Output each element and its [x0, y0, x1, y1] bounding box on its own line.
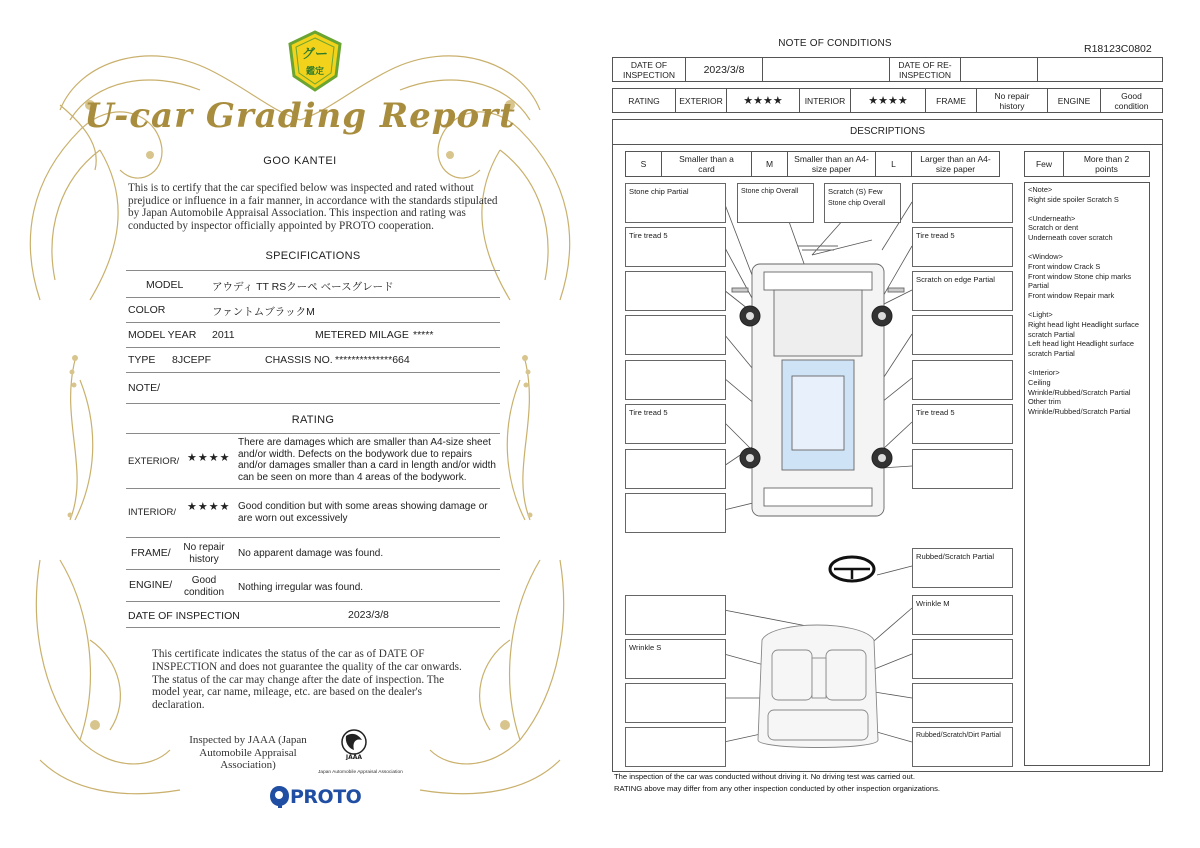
box-empty — [625, 271, 726, 311]
box-wrinkle-m: Wrinkle M — [912, 595, 1013, 635]
divider — [126, 297, 500, 298]
svg-text:JAAA: JAAA — [345, 754, 363, 760]
specifications-heading: SPECIFICATIONS — [265, 250, 361, 262]
box-empty — [625, 360, 726, 400]
proto-logo — [268, 785, 361, 809]
proto-logo-text: PROTO — [290, 786, 362, 808]
date-inspection-value: 2023/3/8 — [685, 57, 763, 82]
box-empty — [625, 683, 726, 723]
jaaa-caption: Japan Automobile Appraisal Association — [318, 770, 403, 775]
box-scratch-edge: Scratch on edge Partial — [912, 271, 1013, 311]
model-value: アウディ TT RSクーペ ベースグレード — [212, 281, 394, 293]
box-empty — [912, 639, 1013, 679]
legend-few-desc: More than 2 points — [1063, 151, 1150, 177]
empty-cell — [762, 57, 890, 82]
interior-stars: ★★★★ — [850, 88, 926, 113]
certification-text: This is to certify that the car specified below was inspected and rated without prejudice or influence in a fair manner, in accordance with the standards stipulated by Japan Automobile Appraisal Association. This inspection and rating was conducted by inspector officially appointed by PROTO cooperation. — [128, 182, 498, 232]
jaaa-logo-icon — [336, 728, 372, 760]
frame-value: No repair history — [976, 88, 1048, 113]
report-subtitle: GOO KANTEI — [263, 155, 337, 167]
note-body: Right head light Headlight surface scratch Partial Left head light Headlight surface scratch Partial — [1028, 319, 1139, 359]
divider — [126, 372, 500, 373]
divider — [126, 627, 500, 628]
box-scratch-few-line2: Stone chip Overall — [828, 199, 886, 207]
exterior-stars: ★★★★ — [187, 452, 231, 464]
date-reinspection-label: DATE OF RE-INSPECTION — [889, 57, 961, 82]
box-tire-rear-left: Tire tread 5 — [625, 404, 726, 444]
divider — [126, 347, 500, 348]
note-label: NOTE/ — [128, 382, 161, 394]
divider — [126, 488, 500, 489]
box-stone-chip-overall: Stone chip Overall — [737, 183, 814, 223]
frame-label: FRAME/ — [131, 547, 171, 559]
chassis-value: **************664 — [335, 354, 410, 366]
note-heading: <Interior> — [1028, 367, 1060, 377]
note-body: Scratch or dent Underneath cover scratch — [1028, 223, 1113, 243]
divider — [126, 322, 500, 323]
disclaimer-line-1: The inspection of the car was conducted without driving it. No driving test was carried out. — [614, 772, 915, 781]
note-of-conditions-title: NOTE OF CONDITIONS — [778, 38, 892, 49]
color-label: COLOR — [128, 304, 166, 316]
date-of-inspection-value: 2023/3/8 — [348, 609, 389, 621]
frame-value: No repair history — [183, 542, 225, 565]
legend-m: M — [751, 151, 788, 177]
note-body: Front window Crack S Front window Stone chip marks Partial Front window Repair mark — [1028, 261, 1132, 301]
frame-label: FRAME — [925, 88, 977, 113]
report-title: U-car Grading Report — [84, 96, 516, 136]
chassis-label: CHASSIS NO. — [265, 354, 333, 366]
box-tire-rear-right: Tire tread 5 — [912, 404, 1013, 444]
interior-label: INTERIOR — [799, 88, 851, 113]
exterior-stars: ★★★★ — [726, 88, 800, 113]
model-year-label: MODEL YEAR — [128, 329, 197, 341]
divider — [126, 537, 500, 538]
type-label: TYPE — [128, 354, 156, 366]
box-empty — [625, 449, 726, 489]
interior-stars: ★★★★ — [187, 501, 231, 513]
box-empty — [912, 360, 1013, 400]
legend-s-desc: Smaller than a card — [661, 151, 752, 177]
legend-l: L — [875, 151, 912, 177]
interior-label: INTERIOR/ — [128, 507, 177, 518]
engine-label: ENGINE/ — [129, 579, 173, 591]
note-heading: <Note> — [1028, 185, 1053, 194]
interior-description: Good condition but with some areas showing damage or are worn out excessively — [238, 501, 488, 524]
divider — [126, 569, 500, 570]
box-empty — [625, 727, 726, 767]
report-code: R18123C0802 — [1084, 43, 1152, 55]
date-of-inspection-label: DATE OF INSPECTION — [128, 610, 240, 622]
certificate-disclaimer: This certificate indicates the status of the car as of DATE OF INSPECTION and does not guarantee the quality of the car onwards. The status of the car may change after the date of inspection. The model year, car name, mileage, etc. are based on the dealer's declaration. — [152, 648, 462, 712]
descriptions-heading: DESCRIPTIONS — [612, 119, 1163, 145]
legend-s: S — [625, 151, 662, 177]
legend-m-desc: Smaller than an A4-size paper — [787, 151, 876, 177]
svg-text:グー: グー — [301, 47, 329, 62]
type-value: 8JCEPF — [172, 354, 212, 366]
note-heading: <Window> — [1028, 251, 1063, 261]
note-body: Ceiling Wrinkle/Rubbed/Scratch Partial Other trim Wrinkle/Rubbed/Scratch Partial — [1028, 377, 1131, 417]
rating-label: RATING — [612, 88, 676, 113]
note-heading: <Underneath> — [1028, 213, 1076, 223]
date-inspection-label: DATE OF INSPECTION — [612, 57, 686, 82]
box-empty — [625, 595, 726, 635]
frame-description: No apparent damage was found. — [238, 548, 384, 559]
box-tire-front-left: Tire tread 5 — [625, 227, 726, 267]
box-empty — [912, 183, 1013, 223]
goo-kantei-badge-icon — [288, 30, 342, 92]
mileage-label: METERED MILAGE — [315, 329, 409, 341]
engine-value: Good condition — [1100, 88, 1163, 113]
box-scratch-few — [824, 183, 901, 223]
box-scratch-few-line1: Scratch (S) Few — [828, 187, 883, 196]
engine-value: Good condition — [183, 575, 225, 598]
box-empty — [912, 449, 1013, 489]
color-value: ファントムブラックM — [212, 306, 315, 318]
rating-heading: RATING — [291, 414, 335, 426]
empty-cell — [1037, 57, 1163, 82]
legend-l-desc: Larger than an A4-size paper — [911, 151, 1000, 177]
inspected-by: Inspected by JAAA (Japan Automobile Appraisal Association) — [189, 734, 307, 771]
box-stone-chip-partial: Stone chip Partial — [625, 183, 726, 223]
box-tire-front-right: Tire tread 5 — [912, 227, 1013, 267]
note-heading: <Light> — [1028, 309, 1053, 319]
engine-description: Nothing irregular was found. — [238, 582, 364, 593]
disclaimer-line-2: RATING above may differ from any other inspection conducted by other inspection organizations. — [614, 784, 941, 793]
box-rubbed-scratch-dirt: Rubbed/Scratch/Dirt Partial — [912, 727, 1013, 767]
model-label: MODEL — [146, 279, 184, 291]
box-empty — [625, 493, 726, 533]
box-empty — [625, 315, 726, 355]
box-wrinkle-s: Wrinkle S — [625, 639, 726, 679]
proto-mark-icon — [268, 785, 290, 809]
exterior-label: EXTERIOR — [675, 88, 727, 113]
legend-few: Few — [1024, 151, 1064, 177]
divider — [126, 601, 500, 602]
svg-text:鑑定: 鑑定 — [305, 67, 325, 77]
exterior-label: EXTERIOR/ — [128, 456, 180, 467]
note-body: Right side spoiler Scratch S — [1028, 194, 1119, 204]
engine-label: ENGINE — [1047, 88, 1101, 113]
divider — [126, 270, 500, 271]
box-empty — [912, 315, 1013, 355]
notes-panel — [1024, 182, 1150, 766]
empty-cell — [960, 57, 1038, 82]
divider — [126, 433, 500, 434]
model-year-value: 2011 — [212, 329, 235, 341]
mileage-value: ***** — [413, 329, 434, 341]
divider — [126, 403, 500, 404]
box-empty — [912, 683, 1013, 723]
exterior-description: There are damages which are smaller than A4-size sheet and/or width. Defects on the bodywork due to repairs and/or damages smaller than a card in length and/or width can be seen on more than 4 areas of the bodywork. — [238, 437, 496, 483]
box-steering-rubbed: Rubbed/Scratch Partial — [912, 548, 1013, 588]
